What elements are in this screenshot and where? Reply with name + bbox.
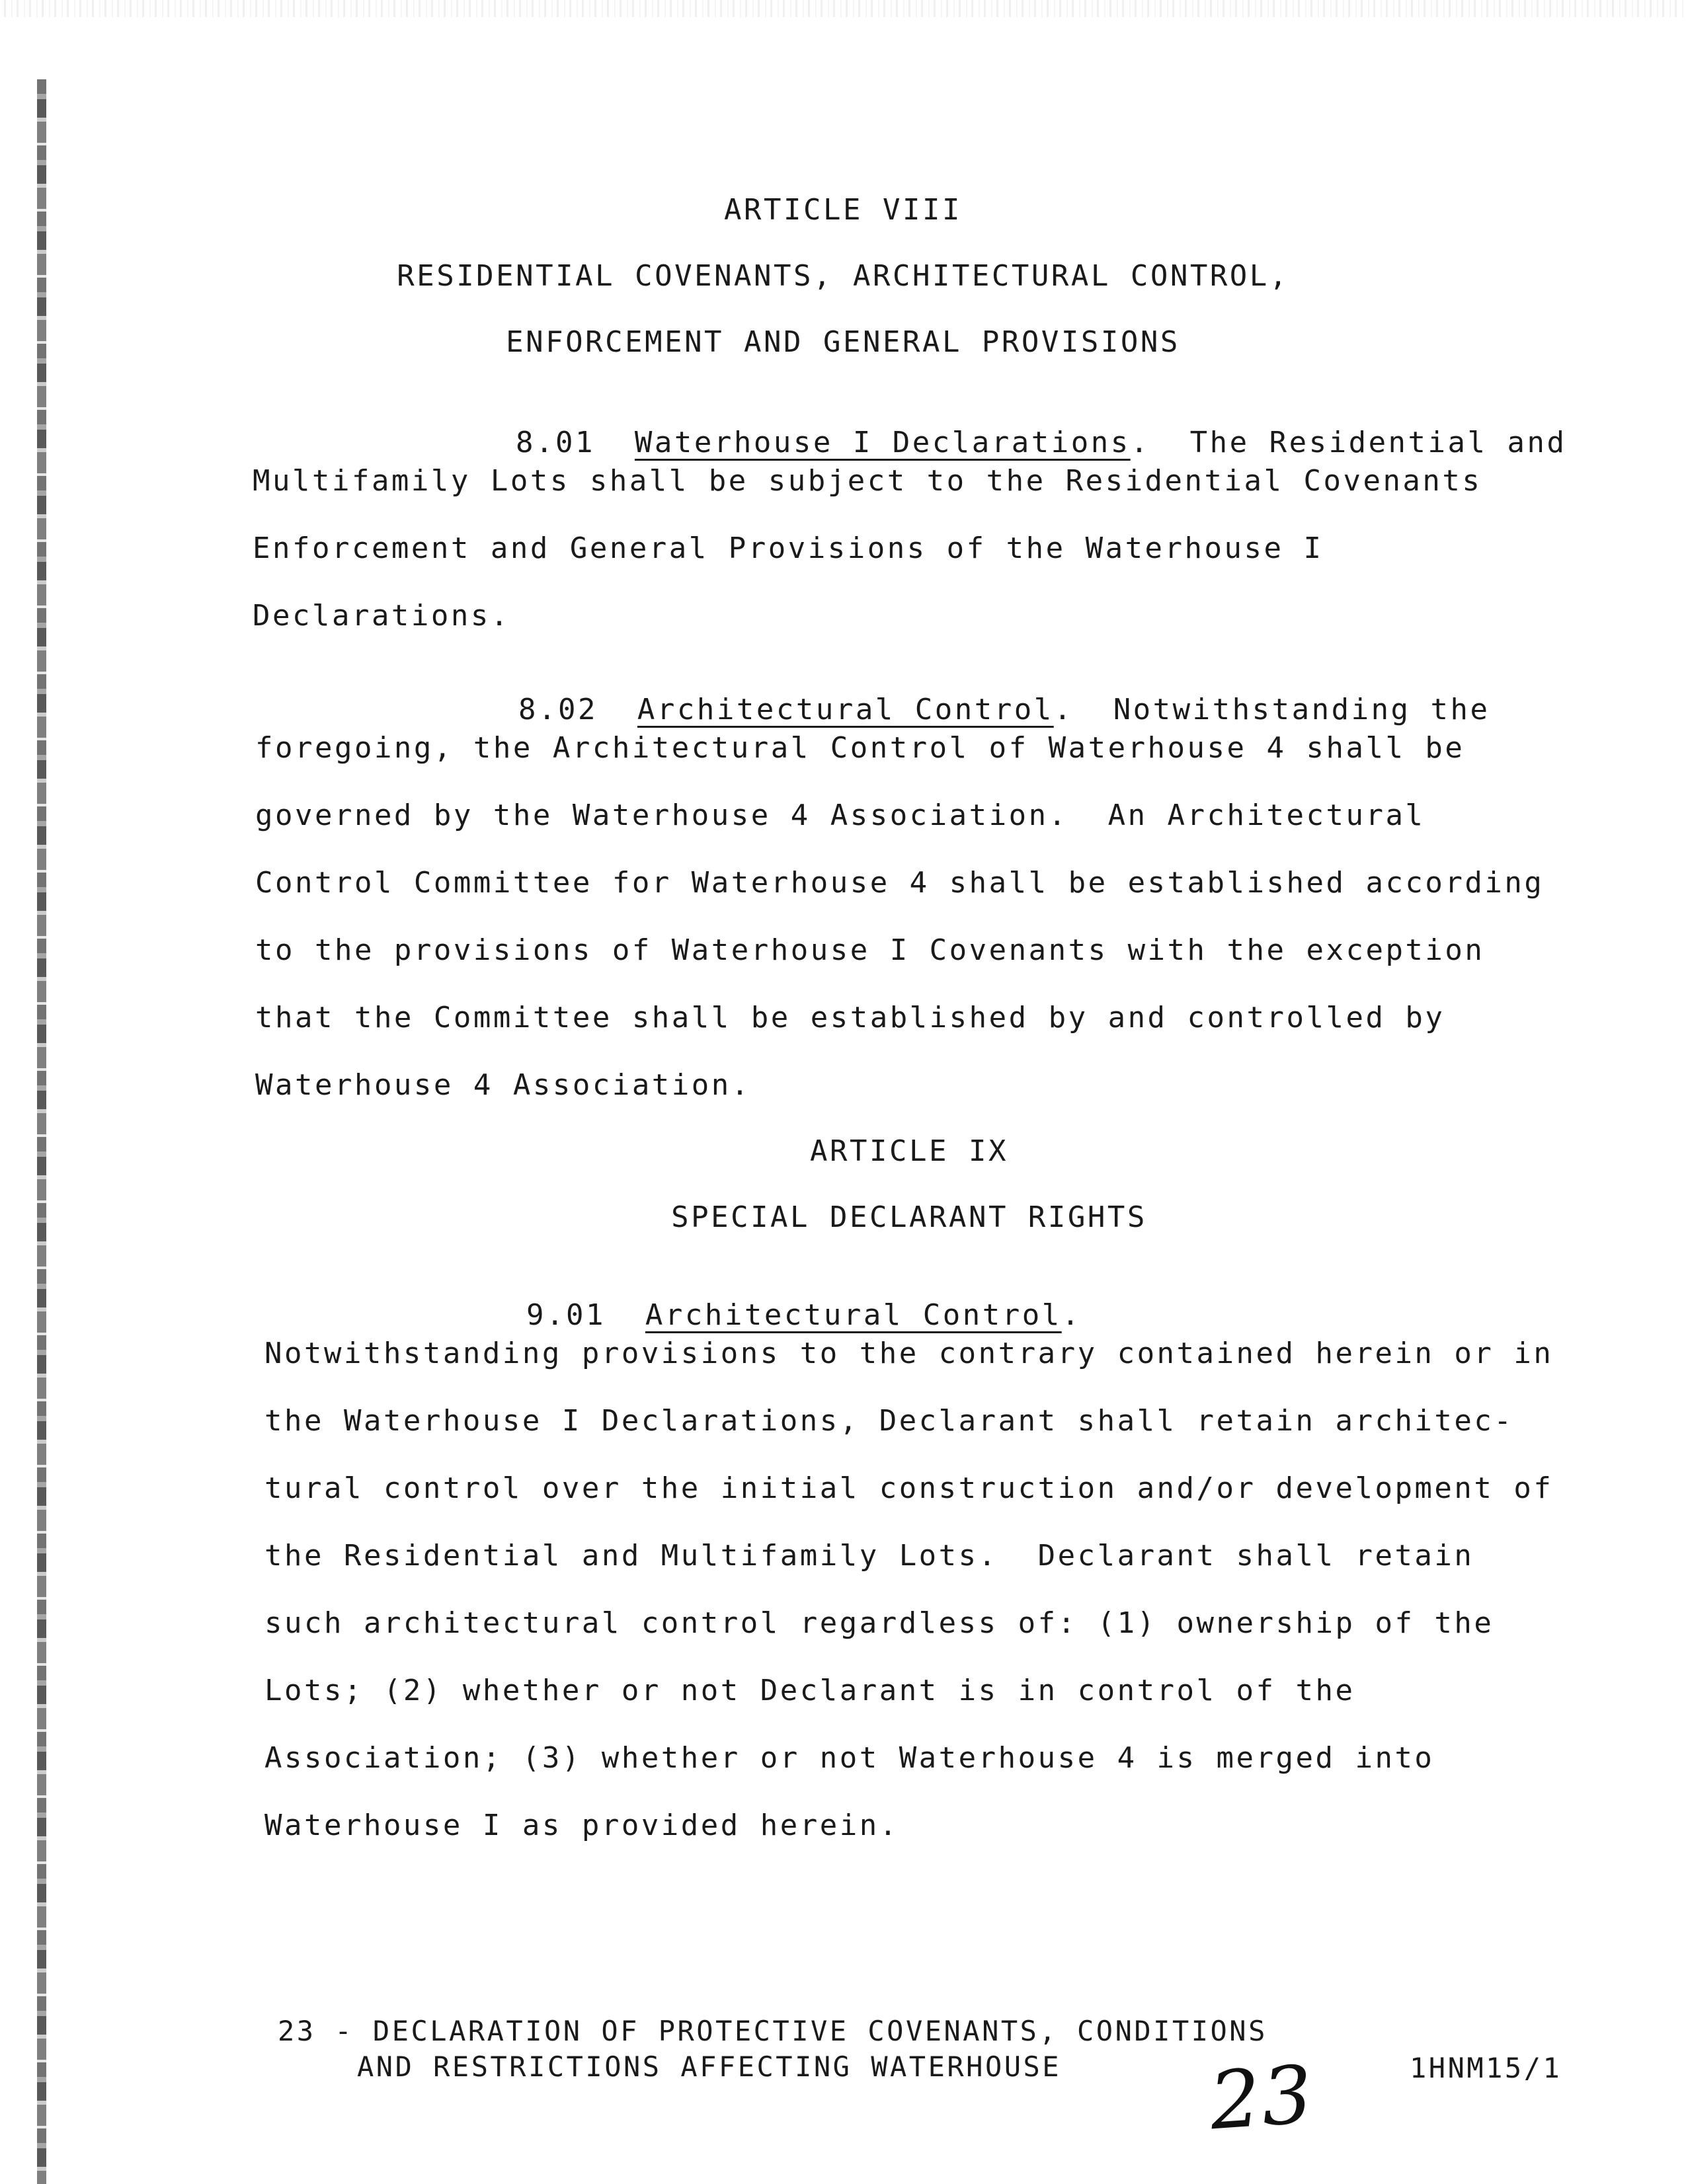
footer-line-2: AND RESTRICTIONS AFFECTING WATERHOUSE (357, 2050, 1062, 2083)
section-8-02-line: that the Committee shall be established by and controlled by (255, 1001, 1445, 1034)
article-9-heading: ARTICLE IX (810, 1134, 1008, 1168)
article-8-title-line-2: ENFORCEMENT AND GENERAL PROVISIONS (506, 325, 1180, 359)
section-9-01-number: 9.01 (526, 1298, 606, 1332)
article-8-heading: ARTICLE VIII (724, 193, 962, 227)
scan-artifact-left-edge (37, 79, 46, 2184)
handwritten-page-number: 23 (1207, 2048, 1317, 2148)
section-8-02-line: foregoing, the Architectural Control of Waterhouse 4 shall be (255, 731, 1465, 765)
section-8-01-line: Multifamily Lots shall be subject to the Residential Covenants (253, 464, 1482, 498)
article-9-title: SPECIAL DECLARANT RIGHTS (671, 1200, 1147, 1234)
section-8-01-number: 8.01 (515, 426, 595, 459)
section-9-01-line: the Waterhouse I Declarations, Declarant shall retain architec- (264, 1404, 1514, 1438)
section-8-01-line: Enforcement and General Provisions of the Waterhouse I (253, 531, 1324, 565)
section-8-02-line1-tail: . Notwithstanding the (1053, 693, 1490, 726)
footer-line-1: 23 - DECLARATION OF PROTECTIVE COVENANTS, CONDITIONS (278, 2015, 1267, 2047)
footer-document-code: 1HNM15/1 (1410, 2052, 1562, 2084)
section-9-01-line: such architectural control regardless of: (1) ownership of the (264, 1606, 1494, 1640)
scan-artifact-top (0, 0, 1686, 17)
section-9-01-line: the Residential and Multifamily Lots. Declarant shall retain (264, 1539, 1474, 1573)
section-9-01-line: Notwithstanding provisions to the contrary contained herein or in (264, 1337, 1554, 1370)
section-8-01-line: Declarations. (253, 599, 510, 633)
section-9-01-title: Architectural Control (645, 1298, 1062, 1332)
article-8-title-line-1: RESIDENTIAL COVENANTS, ARCHITECTURAL CONTROL, (397, 259, 1289, 293)
section-8-02-line: to the provisions of Waterhouse I Covenants with the exception (255, 933, 1485, 967)
section-9-01-line: Waterhouse I as provided herein. (264, 1809, 899, 1842)
section-8-02-line: governed by the Waterhouse 4 Association. An Architectural (255, 799, 1425, 832)
section-9-01-line: tural control over the initial construction and/or development of (264, 1471, 1554, 1505)
section-8-01-line1-tail: . The Residential and (1130, 426, 1567, 459)
section-8-02-number: 8.02 (518, 693, 598, 726)
section-9-01-line1-tail: . (1061, 1298, 1082, 1332)
section-9-01-line: Lots; (2) whether or not Declarant is in control of the (264, 1674, 1355, 1707)
section-8-02-line: Control Committee for Waterhouse 4 shall be established according (255, 866, 1545, 900)
section-8-02-title: Architectural Control (637, 693, 1054, 726)
section-8-01-title: Waterhouse I Declarations (634, 426, 1131, 459)
section-8-02-line: Waterhouse 4 Association. (255, 1068, 751, 1102)
section-9-01-line: Association; (3) whether or not Waterhouse 4 is merged into (264, 1741, 1435, 1775)
